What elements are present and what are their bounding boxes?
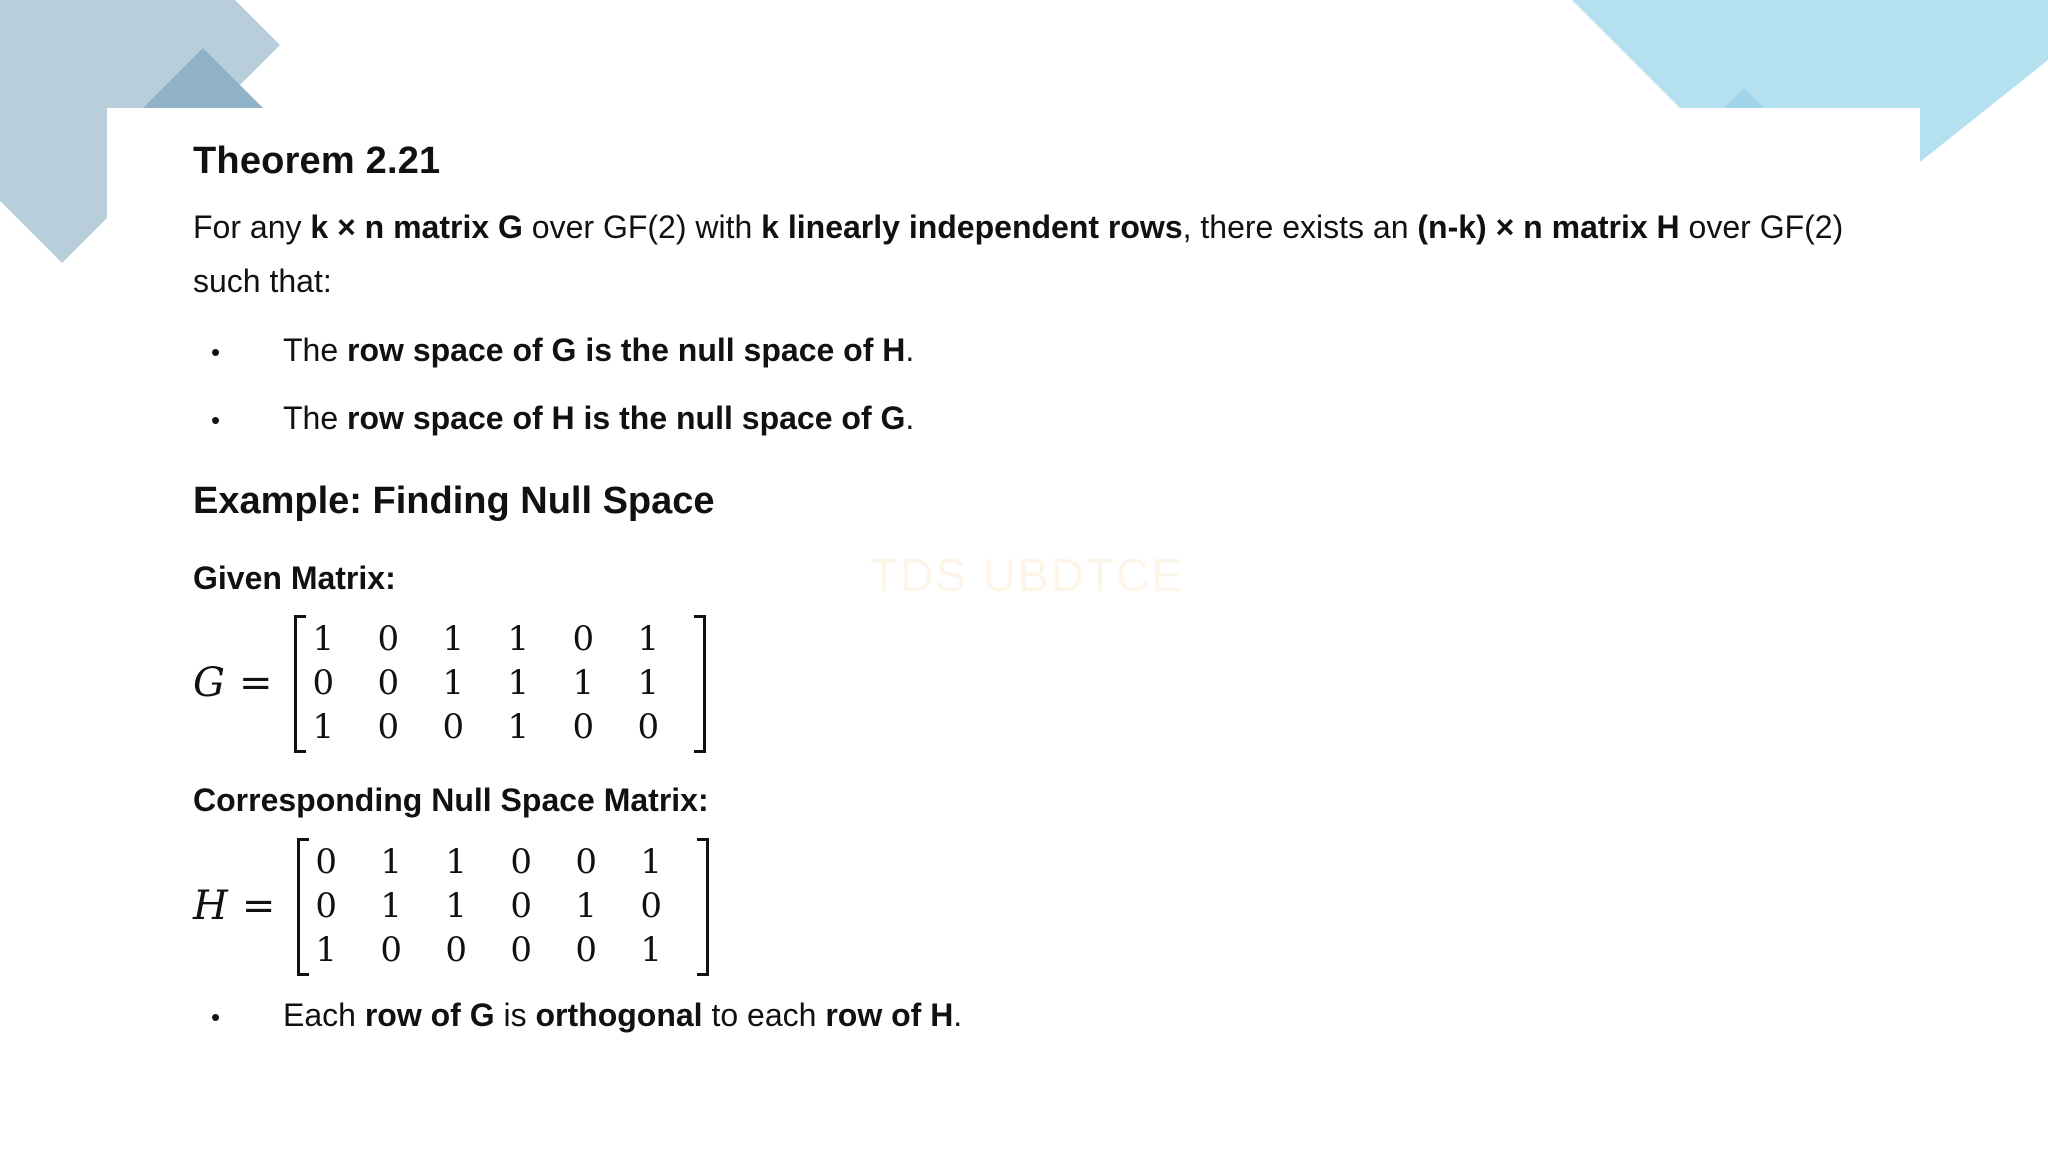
- matrix-cell: 0: [445, 930, 468, 970]
- matrix-cell: 1: [442, 619, 465, 659]
- matrix-cell: 1: [507, 663, 530, 703]
- bullet-icon: •: [211, 405, 221, 435]
- matrix-cell: 1: [572, 663, 595, 703]
- null-space-matrix-label: Corresponding Null Space Matrix:: [193, 782, 709, 818]
- theorem-bullet-1: [211, 330, 914, 372]
- bold-text-run: (n-k) × n matrix H: [1417, 209, 1680, 245]
- text-run: is: [494, 997, 536, 1033]
- text-run: .: [905, 400, 915, 436]
- matrix-cell: 1: [507, 707, 530, 747]
- matrix-cell: 1: [312, 619, 335, 659]
- matrix-cell: 1: [637, 663, 660, 703]
- bold-text-run: row space of G is the null space of H: [347, 332, 906, 368]
- matrix-cell: 1: [380, 886, 403, 926]
- text-run: .: [953, 997, 963, 1033]
- matrix-cell: 0: [575, 930, 598, 970]
- matrix-cell: 0: [575, 842, 598, 882]
- theorem-bullet-2: [211, 398, 914, 440]
- matrix-cell: 0: [442, 707, 465, 747]
- matrix-cell: 1: [445, 886, 468, 926]
- equals-sign: =: [241, 883, 276, 929]
- matrix-cell: 0: [572, 619, 595, 659]
- matrix-cell: 1: [380, 842, 403, 882]
- text-run: For any: [193, 209, 311, 245]
- matrix-g: [294, 617, 706, 749]
- text-run: over GF(2) with: [522, 209, 762, 245]
- bullet-text: [283, 400, 914, 436]
- bold-text-run: k × n matrix G: [310, 209, 523, 245]
- matrix-cell: 1: [640, 842, 663, 882]
- matrix-cell: 1: [575, 886, 598, 926]
- matrix-cell: 0: [315, 886, 338, 926]
- bullet-icon: •: [211, 1002, 221, 1032]
- matrix-cell: 1: [507, 619, 530, 659]
- example-title: Example: Finding Null Space: [193, 480, 715, 522]
- bold-text-run: orthogonal: [535, 997, 703, 1033]
- matrix-cell: 0: [377, 663, 400, 703]
- text-run: over GF(2) such that:: [193, 209, 1844, 299]
- matrix-h-name: H: [193, 883, 228, 929]
- matrix-cell: 0: [572, 707, 595, 747]
- bullet-icon: •: [211, 337, 221, 367]
- matrix-g-block: [193, 617, 706, 749]
- matrix-cell: 1: [640, 930, 663, 970]
- bullet-text: [283, 997, 962, 1033]
- matrix-cell: 1: [312, 707, 335, 747]
- watermark: TDS UBDTCE: [870, 549, 1184, 601]
- text-run: , there exists an: [1182, 209, 1418, 245]
- text-run: Each: [283, 997, 365, 1033]
- conclusion-bullet: [211, 995, 962, 1037]
- matrix-cell: 0: [377, 707, 400, 747]
- matrix-cell: 1: [442, 663, 465, 703]
- matrix-g-name: G: [193, 660, 225, 706]
- matrix-cell: 0: [380, 930, 403, 970]
- text-run: .: [905, 332, 915, 368]
- matrix-cell: 0: [637, 707, 660, 747]
- matrix-cell: 1: [315, 930, 338, 970]
- equals-sign: =: [238, 660, 273, 706]
- matrix-cell: 1: [445, 842, 468, 882]
- text-run: The: [283, 400, 348, 436]
- bold-text-run: row of G: [364, 997, 495, 1033]
- matrix-cell: 0: [510, 886, 533, 926]
- matrix-cell: 0: [315, 842, 338, 882]
- matrix-cell: 0: [312, 663, 335, 703]
- matrix-cell: 0: [510, 930, 533, 970]
- text-run: The: [283, 332, 348, 368]
- bullet-text: [283, 332, 914, 368]
- bold-text-run: row space of H is the null space of G: [347, 400, 906, 436]
- theorem-statement: [193, 200, 1913, 308]
- matrix-cell: 1: [637, 619, 660, 659]
- text-run: to each: [702, 997, 826, 1033]
- matrix-cell: 0: [510, 842, 533, 882]
- theorem-title: Theorem 2.21: [193, 140, 441, 182]
- bold-text-run: k linearly independent rows: [761, 209, 1183, 245]
- given-matrix-label: Given Matrix:: [193, 560, 396, 596]
- matrix-cell: 0: [640, 886, 663, 926]
- bold-text-run: row of H: [825, 997, 954, 1033]
- matrix-h: [297, 840, 709, 972]
- matrix-cell: 0: [377, 619, 400, 659]
- matrix-h-block: [193, 840, 709, 972]
